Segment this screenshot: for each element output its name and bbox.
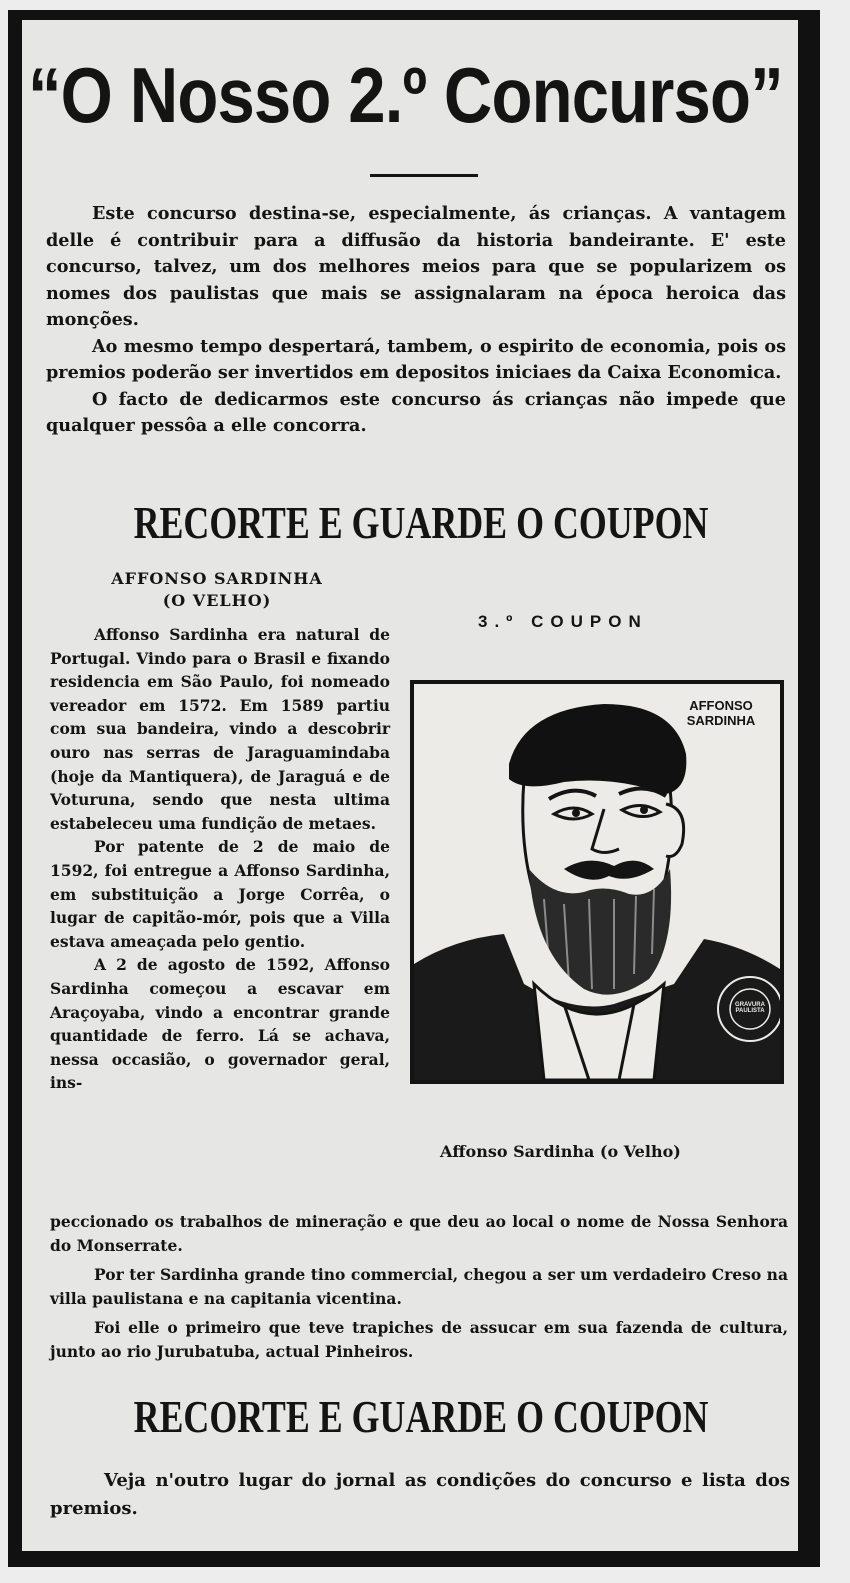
engraver-stamp: GRAVURA PAULISTA (735, 1002, 765, 1014)
article-column (50, 623, 390, 1095)
article-paragraph: Por ter Sardinha grande tino commercial, chegou a ser um verdadeiro Creso na villa paulistana e na capitania vicentina. (50, 1265, 788, 1308)
page-title: “O Nosso 2.º Concurso” (28, 51, 783, 139)
portrait-name-line: SARDINHA (686, 713, 756, 728)
footer-text: Veja n'outro lugar do jornal as condições do concurso e lista dos premios. (50, 1470, 790, 1519)
article-title-subtitle: (O VELHO) (162, 591, 272, 610)
intro-paragraph: O facto de dedicarmos este concurso ás crianças não impede que qualquer pessôa a elle concorra. (46, 388, 786, 436)
intro-paragraph: Ao mesmo tempo despertará, tambem, o espirito de economia, pois os premios poderão ser invertidos em depositos iniciaes da Caixa Economica. (46, 335, 786, 383)
article-title (92, 568, 342, 612)
intro-text (46, 201, 786, 440)
portrait-name-label (666, 698, 776, 728)
coupon-portrait (410, 680, 784, 1084)
article-title-name: AFFONSO SARDINHA (111, 569, 323, 588)
banner-recorte-top: RECORTE E GUARDE O COUPON (133, 497, 709, 548)
banner-recorte-bottom: RECORTE E GUARDE O COUPON (133, 1391, 709, 1442)
article-paragraph: Foi elle o primeiro que teve trapiches de assucar em sua fazenda de cultura, junto ao rio Jurubatuba, actual Pinheiros. (50, 1318, 788, 1361)
title-divider (370, 174, 478, 177)
portrait-illustration (414, 684, 780, 1080)
intro-paragraph: Este concurso destina-se, especialmente, ás crianças. A vantagem delle é contribuir para a diffusão da historia bandeirante. E' este concurso, talvez, um dos melhores meios para que se popularizem os nomes dos paulistas que mais se assignalaram na época heroica das monções. (46, 203, 786, 330)
continuation-text: peccionado os trabalhos de mineração e que deu ao local o nome de Nossa Senhora do Monserrate. (50, 1212, 788, 1255)
portrait-name-line: AFFONSO (689, 698, 753, 713)
footer-note (50, 1467, 790, 1523)
portrait-caption: Affonso Sardinha (o Velho) (440, 1142, 681, 1161)
coupon-label: 3.º COUPON (478, 612, 648, 631)
article-paragraph: Affonso Sardinha era natural de Portugal. Vindo para o Brasil e fixando residencia em São Paulo, foi nomeado vereador em 1572. Em 1589 partiu com sua bandeira, vindo a descobrir ouro nas serras de Jaraguamindaba (hoje da Mantiquera), de Jaraguá e de Voturuna, sendo que nesta ultima estabeleceu uma fundição de metaes. (50, 625, 390, 833)
article-paragraph: A 2 de agosto de 1592, Affonso Sardinha começou a escavar em Araçoyaba, vindo a encontrar grande quantidade de ferro. Lá se achava, nessa occasião, o governador geral, ins- (50, 955, 390, 1093)
article-paragraph: Por patente de 2 de maio de 1592, foi entregue a Affonso Sardinha, em substituição a Jorge Corrêa, o lugar de capitão-mór, pois que a Villa estava ameaçada pelo gentio. (50, 837, 390, 951)
article-continuation (50, 1210, 788, 1364)
